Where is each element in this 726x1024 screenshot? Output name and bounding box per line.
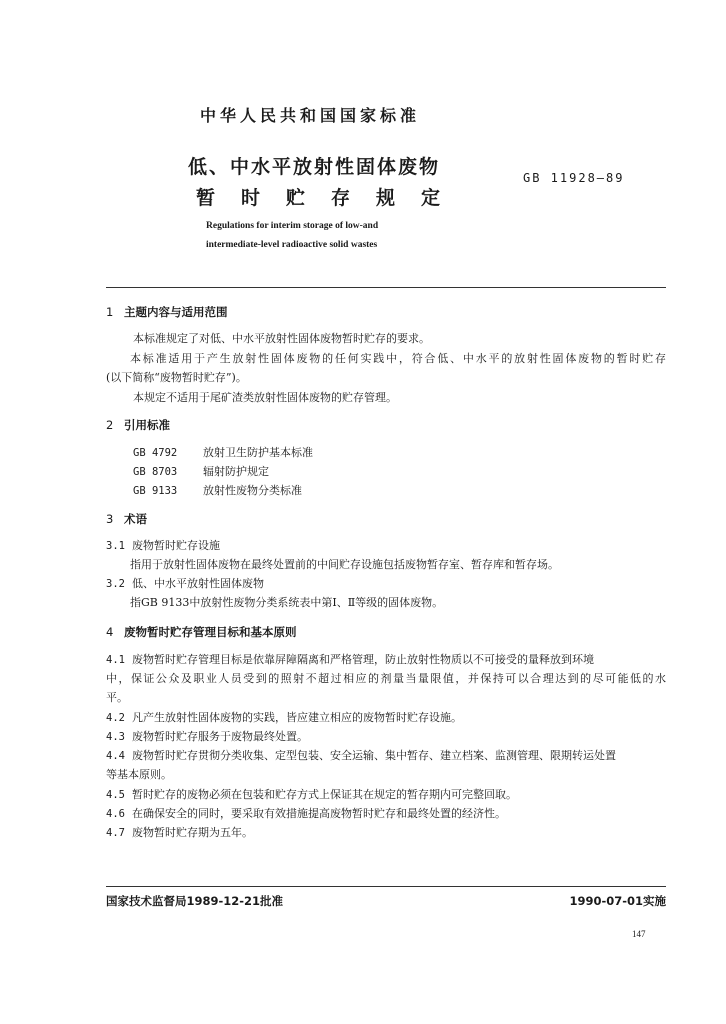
item-number: 4.4 xyxy=(106,750,125,762)
section-number: 4 xyxy=(106,625,114,639)
term-number: 3.1 xyxy=(106,540,125,552)
section-2-heading xyxy=(106,417,170,433)
term-name: 低、中水平放射性固体废物 xyxy=(132,577,264,590)
reference-row xyxy=(133,482,302,498)
title-line-2: 暂时贮存规定 xyxy=(196,187,467,209)
reference-row xyxy=(133,463,269,479)
footer-divider xyxy=(106,886,666,887)
section-title: 引用标准 xyxy=(124,418,170,432)
s1-paragraph-1: 本标准规定了对低、中水平放射性固体废物暂时贮存的要求。 xyxy=(133,332,430,345)
section-title: 术语 xyxy=(124,512,147,526)
section-number: 1 xyxy=(106,305,114,319)
item-4-7 xyxy=(106,824,253,840)
term-name: 废物暂时贮存设施 xyxy=(132,539,220,552)
section-title: 废物暂时贮存管理目标和基本原则 xyxy=(124,625,297,639)
item-4-1-line-3: 平。 xyxy=(106,691,128,704)
term-3-1 xyxy=(106,537,220,553)
reference-code: GB 9133 xyxy=(133,485,178,497)
standard-label: 中华人民共和国国家标准 xyxy=(199,106,420,125)
section-number: 2 xyxy=(106,418,114,432)
item-number: 4.6 xyxy=(106,808,125,820)
item-text: 废物暂时贮存期为五年。 xyxy=(132,826,253,839)
item-text: 废物暂时贮存贯彻分类收集、定型包装、安全运输、集中暂存、建立档案、监测管理、限期转运处置 xyxy=(132,749,616,762)
reference-name: 放射卫生防护基本标准 xyxy=(203,446,313,459)
term-number: 3.2 xyxy=(106,578,125,590)
english-title-line-1: Regulations for interim storage of low-and xyxy=(206,221,379,231)
reference-code: GB 8703 xyxy=(133,466,178,478)
item-4-1-line-2: 中，保证公众及职业人员受到的照射不超过相应的剂量当量限值，并保持可以合理达到的尽可能低的水 xyxy=(106,672,666,685)
section-3-heading xyxy=(106,511,147,527)
item-number: 4.5 xyxy=(106,789,125,801)
item-number: 4.1 xyxy=(106,654,125,666)
header-divider xyxy=(106,287,666,288)
item-text: 凡产生放射性固体废物的实践，皆应建立相应的废物暂时贮存设施。 xyxy=(132,711,462,724)
item-4-5 xyxy=(106,786,517,802)
section-title: 主题内容与适用范围 xyxy=(124,305,228,319)
item-4-1-line-1 xyxy=(106,651,594,667)
term-3-2-definition: 指GB 9133中放射性废物分类系统表中第Ⅰ、Ⅱ等级的固体废物。 xyxy=(130,596,444,609)
item-text: 废物暂时贮存服务于废物最终处置。 xyxy=(132,730,308,743)
section-1-heading xyxy=(106,304,228,320)
english-title-line-2: intermediate-level radioactive solid wastes xyxy=(206,240,378,250)
title-line-1: 低、中水平放射性固体废物 xyxy=(188,156,441,178)
item-number: 4.2 xyxy=(106,712,125,724)
section-number: 3 xyxy=(106,512,114,526)
item-text: 在确保安全的同时，要采取有效措施提高废物暂时贮存和最终处置的经济性。 xyxy=(132,807,506,820)
reference-row xyxy=(133,444,313,460)
term-3-1-definition: 指用于放射性固体废物在最终处置前的中间贮存设施包括废物暂存室、暂存库和暂存场。 xyxy=(130,558,559,571)
term-3-2 xyxy=(106,575,264,591)
reference-name: 放射性废物分类标准 xyxy=(203,484,302,497)
effective-date: 1990-07-01实施 xyxy=(569,894,666,908)
s1-paragraph-2-line-2: (以下简称“废物暂时贮存”)。 xyxy=(106,371,247,384)
s1-paragraph-3: 本规定不适用于尾矿渣类放射性固体废物的贮存管理。 xyxy=(133,391,397,404)
reference-name: 辐射防护规定 xyxy=(203,465,269,478)
page-number: 147 xyxy=(632,929,646,939)
item-4-4-line-2: 等基本原则。 xyxy=(106,768,172,781)
item-number: 4.3 xyxy=(106,731,125,743)
item-4-2 xyxy=(106,709,462,725)
s1-paragraph-2-line-1: 本标准适用于产生放射性固体废物的任何实践中，符合低、中水平的放射性固体废物的暂时贮存 xyxy=(130,352,666,365)
item-4-6 xyxy=(106,805,506,821)
section-4-heading xyxy=(106,624,297,640)
item-text: 暂时贮存的废物必须在包装和贮存方式上保证其在规定的暂存期内可完整回取。 xyxy=(132,788,517,801)
item-4-4-line-1 xyxy=(106,747,616,763)
gb-code: GB 11928—89 xyxy=(523,171,625,185)
item-number: 4.7 xyxy=(106,827,125,839)
item-text: 废物暂时贮存管理目标是依靠屏障隔离和严格管理，防止放射性物质以不可接受的量释放到环境 xyxy=(132,653,594,666)
item-4-3 xyxy=(106,728,308,744)
approval-date: 国家技术监督局1989-12-21批准 xyxy=(106,894,284,908)
reference-code: GB 4792 xyxy=(133,447,178,459)
